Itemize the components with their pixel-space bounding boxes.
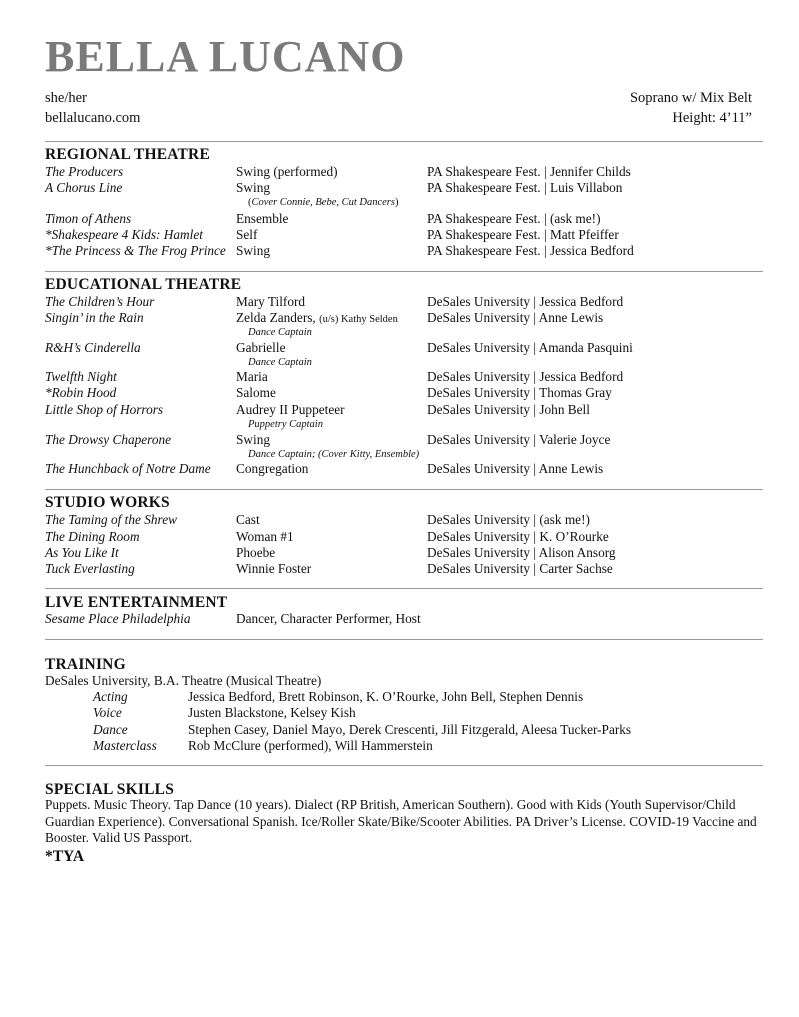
credit-row: [45, 561, 765, 577]
role-main: Zelda Zanders,: [236, 310, 316, 325]
venue-director: DeSales University | Anne Lewis: [427, 310, 604, 325]
role-note-text: Cover Connie, Bebe, Cut Dancers: [251, 197, 395, 208]
venue-director: DeSales University | Carter Sachse: [427, 561, 613, 576]
venue-director: DeSales University | Jessica Bedford: [427, 294, 624, 309]
section-title-educational: EDUCATIONAL THEATRE: [45, 276, 242, 293]
show-title: Tuck Everlasting: [45, 561, 135, 576]
role: Phoebe: [236, 545, 276, 560]
contact-left: [45, 88, 140, 128]
section-title-studio: STUDIO WORKS: [45, 494, 170, 511]
divider: [45, 489, 763, 490]
role-understudy: (u/s) Kathy Selden: [319, 314, 398, 325]
show-title: *The Princess & The Frog Prince: [45, 243, 226, 258]
role: Self: [236, 227, 258, 242]
show-title: R&H’s Cinderella: [45, 340, 141, 355]
show-title: The Dining Room: [45, 529, 140, 544]
role: Salome: [236, 385, 276, 400]
divider: [45, 588, 763, 589]
credit-row: [45, 461, 765, 477]
section-title-skills: SPECIAL SKILLS: [45, 781, 175, 798]
credit-row: [45, 545, 765, 561]
training-area: Masterclass: [93, 738, 157, 753]
show-title: The Drowsy Chaperone: [45, 432, 172, 447]
role: Audrey II Puppeteer: [236, 402, 345, 417]
role: Winnie Foster: [236, 561, 312, 576]
role: Dancer, Character Performer, Host: [236, 611, 421, 626]
role-note: (Cover Connie, Bebe, Cut Dancers): [248, 197, 399, 208]
credit-row: [45, 512, 765, 528]
credit-row: [45, 227, 765, 243]
show-title: Sesame Place Philadelphia: [45, 611, 191, 626]
pronouns: she/her: [45, 90, 87, 106]
show-title: The Children’s Hour: [45, 294, 155, 309]
role-note: Dance Captain; (Cover Kitty, Ensemble): [248, 449, 420, 460]
credit-row: [45, 310, 765, 326]
section-title-regional: REGIONAL THEATRE: [45, 146, 210, 163]
credit-row: [45, 243, 765, 259]
training-row: [93, 722, 773, 738]
role: [236, 310, 398, 328]
credit-row: [45, 340, 765, 356]
venue-director: PA Shakespeare Fest. | (ask me!): [427, 211, 601, 226]
training-area: Voice: [93, 705, 122, 720]
divider: [45, 765, 763, 766]
role: Woman #1: [236, 529, 294, 544]
training-row: [93, 705, 773, 721]
contact-right: [630, 88, 752, 128]
show-title: Twelfth Night: [45, 369, 117, 384]
venue-director: DeSales University | Alison Ansorg: [427, 545, 616, 560]
skills-text: Puppets. Music Theory. Tap Dance (10 years). Dialect (RP British, American Southern). Good with Kids (Youth Supervisor/Child Guardian Experience). Conversational Spanish. Ice/Roller Skate/Bike/Scooter Abilities. PA Driver’s License. COVID-19 Vaccine and Booster. Valid US Passport.: [45, 797, 757, 845]
training-teachers: Stephen Casey, Daniel Mayo, Derek Crescenti, Jill Fitzgerald, Aleesa Tucker-Parks: [188, 722, 632, 737]
venue-director: DeSales University | K. O’Rourke: [427, 529, 609, 544]
divider: [45, 271, 763, 272]
height: Height: 4’11”: [672, 110, 752, 126]
training-teachers: Jessica Bedford, Brett Robinson, K. O’Rourke, John Bell, Stephen Dennis: [188, 689, 584, 704]
website: bellalucano.com: [45, 110, 141, 126]
credit-row: [45, 402, 765, 418]
training-row: [93, 738, 773, 754]
credit-row: [45, 180, 765, 196]
show-title: *Robin Hood: [45, 385, 117, 400]
show-title: The Taming of the Shrew: [45, 512, 177, 527]
credit-row: [45, 432, 765, 448]
training-area: Acting: [93, 689, 128, 704]
venue-director: PA Shakespeare Fest. | Luis Villabon: [427, 180, 623, 195]
credit-row: [45, 529, 765, 545]
divider: [45, 141, 763, 142]
section-title-training: TRAINING: [45, 656, 126, 673]
show-title: *Shakespeare 4 Kids: Hamlet: [45, 227, 203, 242]
show-title: Little Shop of Horrors: [45, 402, 164, 417]
voice-type: Soprano w/ Mix Belt: [629, 90, 752, 106]
training-teachers: Justen Blackstone, Kelsey Kish: [188, 705, 356, 720]
credit-row: [45, 369, 765, 385]
venue-director: PA Shakespeare Fest. | Jessica Bedford: [427, 243, 634, 258]
role: Mary Tilford: [236, 294, 306, 309]
credit-row: [45, 294, 765, 310]
show-title: The Hunchback of Notre Dame: [45, 461, 211, 476]
tya-footnote: *TYA: [45, 848, 85, 865]
role: Cast: [236, 512, 260, 527]
venue-director: DeSales University | Valerie Joyce: [427, 432, 611, 447]
venue-director: DeSales University | Thomas Gray: [427, 385, 612, 400]
show-title: A Chorus Line: [45, 180, 123, 195]
performer-name: BELLA LUCANO: [45, 32, 406, 81]
role: Congregation: [236, 461, 309, 476]
training-school: DeSales University, B.A. Theatre (Musical Theatre): [45, 673, 322, 688]
role-note: Dance Captain: [248, 357, 312, 368]
credit-row: [45, 164, 765, 180]
role: Swing: [236, 243, 270, 258]
training-row: [93, 689, 773, 705]
training-area: Dance: [93, 722, 128, 737]
venue-director: DeSales University | Jessica Bedford: [427, 369, 624, 384]
credit-row: [45, 385, 765, 401]
venue-director: DeSales University | Anne Lewis: [427, 461, 604, 476]
role: Swing (performed): [236, 164, 338, 179]
role: Maria: [236, 369, 268, 384]
section-title-live: LIVE ENTERTAINMENT: [45, 594, 228, 611]
show-title: Singin’ in the Rain: [45, 310, 144, 325]
credit-row: [45, 611, 765, 627]
role: Swing: [236, 180, 270, 195]
role: Gabrielle: [236, 340, 286, 355]
venue-director: DeSales University | (ask me!): [427, 512, 590, 527]
venue-director: PA Shakespeare Fest. | Matt Pfeiffer: [427, 227, 619, 242]
venue-director: PA Shakespeare Fest. | Jennifer Childs: [427, 164, 631, 179]
show-title: Timon of Athens: [45, 211, 132, 226]
venue-director: DeSales University | Amanda Pasquini: [427, 340, 633, 355]
role-note: Puppetry Captain: [248, 419, 323, 430]
show-title: As You Like It: [45, 545, 119, 560]
divider: [45, 639, 763, 640]
role: Ensemble: [236, 211, 289, 226]
role: Swing: [236, 432, 270, 447]
credit-row: [45, 211, 765, 227]
role-note: Dance Captain: [248, 327, 312, 338]
training-teachers: Rob McClure (performed), Will Hammerstein: [188, 738, 433, 753]
venue-director: DeSales University | John Bell: [427, 402, 590, 417]
show-title: The Producers: [45, 164, 124, 179]
